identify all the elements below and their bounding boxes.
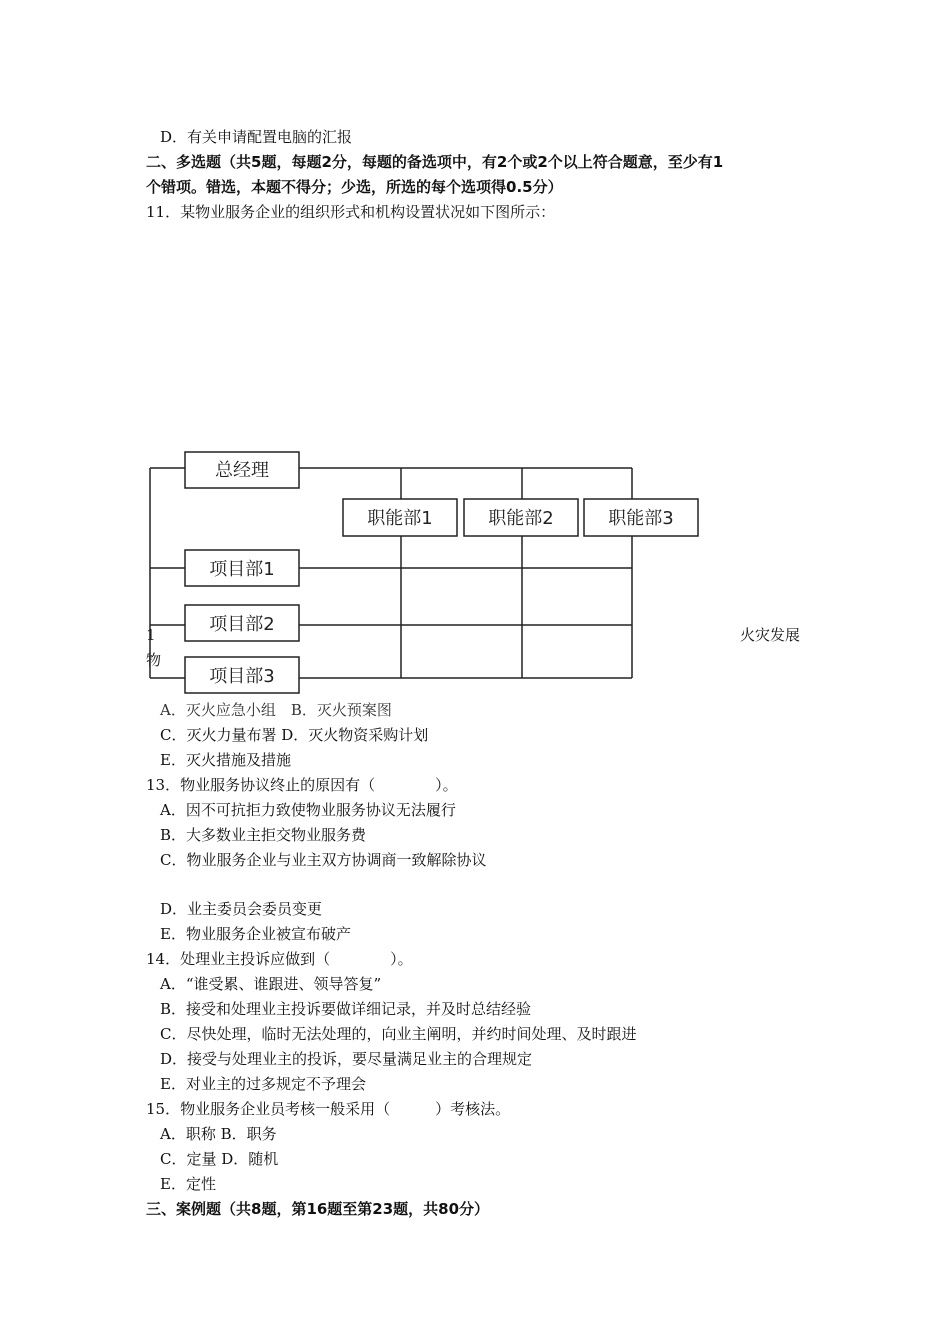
func1-label: 职能部1 — [367, 508, 433, 529]
option-d-report: D．有关申请配置电脑的汇报 — [160, 128, 353, 146]
question-13: 13．物业服务协议终止的原因有（ ）。 — [146, 776, 458, 794]
question-14: 14．处理业主投诉应做到（ ）。 — [146, 950, 413, 968]
proj2-label: 项目部2 — [209, 614, 275, 635]
org-chart — [140, 444, 720, 694]
gm-label: 总经理 — [215, 460, 269, 481]
func3-label: 职能部3 — [608, 508, 674, 529]
question-13-option-c: C．物业服务企业与业主双方协调商一致解除协议 — [160, 851, 487, 869]
question-15-options-ab: A．职称 B．职务 — [160, 1125, 277, 1143]
proj1-label: 项目部1 — [209, 559, 275, 580]
question-14-option-c: C．尽快处理，临时无法处理的，向业主阐明，并约时间处理、及时跟进 — [160, 1025, 637, 1043]
question-14-option-e: E．对业主的过多规定不予理会 — [160, 1075, 366, 1093]
question-12-option-e: E．灭火措施及措施 — [160, 751, 291, 769]
question-15-options-cd: C．定量 D．随机 — [160, 1150, 279, 1168]
question-12-partial-text: 火灾发展 — [740, 626, 801, 644]
question-13-option-d: D．业主委员会委员变更 — [160, 900, 323, 918]
question-13-option-b: B．大多数业主拒交物业服务费 — [160, 826, 367, 844]
section-2-heading-line1: 二、多选题（共5题，每题2分，每题的备选项中，有2个或2个以上符合题意，至少有1 — [146, 153, 724, 171]
question-12-cut-line: A．灭火应急小组 B．灭火预案图 — [160, 701, 392, 719]
question-15-option-e: E．定性 — [160, 1175, 216, 1193]
question-12-partial-line2: 物 — [146, 651, 162, 669]
question-13-option-a: A．因不可抗拒力致使物业服务协议无法履行 — [160, 801, 456, 819]
question-14-option-b: B．接受和处理业主投诉要做详细记录，并及时总结经验 — [160, 1000, 532, 1018]
question-12-option-c: C．灭火力量布署 D．灭火物资采购计划 — [160, 726, 429, 744]
question-14-option-d: D．接受与处理业主的投诉，要尽量满足业主的合理规定 — [160, 1050, 533, 1068]
question-12-partial-number: 1 — [146, 626, 156, 644]
question-11: 11．某物业服务企业的组织形式和机构设置状况如下图所示： — [146, 203, 556, 221]
proj3-label: 项目部3 — [209, 666, 275, 687]
question-13-option-e: E．物业服务企业被宣布破产 — [160, 925, 351, 943]
func2-label: 职能部2 — [488, 508, 554, 529]
question-14-option-a: A．“谁受累、谁跟进、领导答复” — [160, 975, 382, 993]
question-15: 15．物业服务企业员考核一般采用（ ）考核法。 — [146, 1100, 511, 1118]
section-3-heading: 三、案例题（共8题，第16题至第23题，共80分） — [146, 1200, 490, 1218]
section-2-heading-line2: 个错项。错选，本题不得分；少选，所选的每个选项得0.5分） — [146, 178, 563, 196]
